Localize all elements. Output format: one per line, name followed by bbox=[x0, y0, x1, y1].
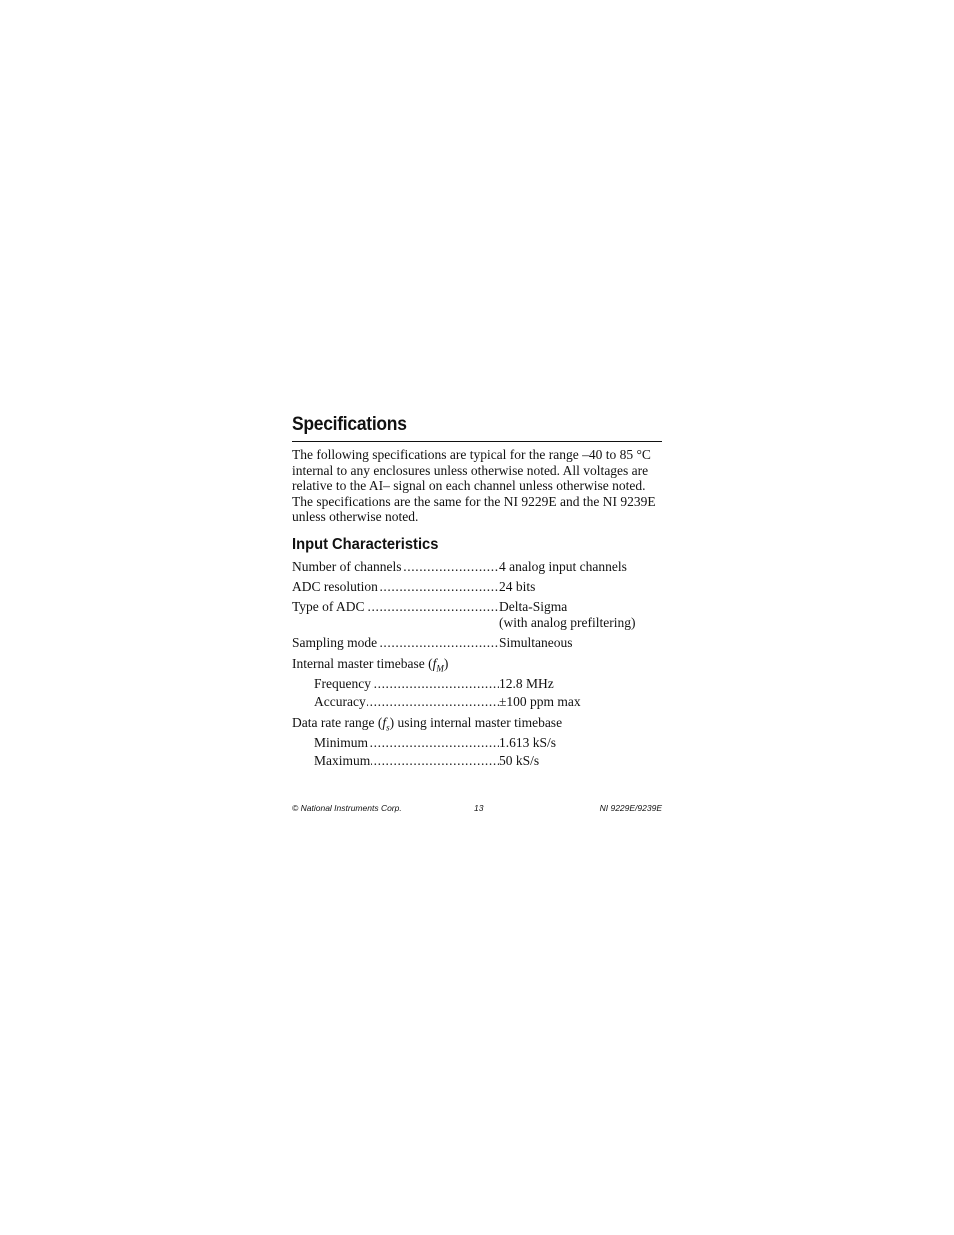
spec-value: 24 bits bbox=[499, 579, 536, 594]
timebase-heading: Internal master timebase $(f_M)$ bbox=[292, 656, 449, 674]
page-number: 13 bbox=[474, 803, 484, 813]
page-footer bbox=[292, 803, 662, 817]
footer-document-name: NI 9229E/9239E bbox=[599, 803, 662, 813]
spec-label: Maximum bbox=[314, 753, 371, 768]
spec-label: Sampling mode bbox=[292, 635, 378, 650]
spec-value: 4 analog input channels bbox=[499, 559, 627, 574]
spec-label: ADC resolution bbox=[292, 579, 378, 594]
spec-label: Type of ADC bbox=[292, 599, 365, 614]
title-rule bbox=[292, 441, 662, 442]
spec-value: Simultaneous bbox=[499, 635, 573, 650]
spec-value-continued: (with analog prefiltering) bbox=[499, 615, 636, 630]
footer-copyright: © National Instruments Corp. bbox=[292, 803, 402, 813]
spec-value: 1.613 kS/s bbox=[499, 735, 557, 750]
spec-label: Frequency bbox=[314, 676, 371, 691]
subsection-heading: Input Characteristics bbox=[292, 536, 439, 553]
data-rate-heading: Data rate range $(f_s)$ using internal master timebase bbox=[292, 715, 563, 733]
intro-paragraph: The following specifications are typical for the range –40 to 85 °C internal to any enclosures unless otherwise noted. All voltages are relative to the AI– signal on each channel unless otherwise noted. The specifications are the same for the NI 9229E and the NI 9239E unless otherwise noted. bbox=[292, 447, 656, 525]
spec-label: Minimum bbox=[314, 735, 369, 750]
section-title: Specifications bbox=[292, 414, 407, 435]
spec-value: ±100 ppm max bbox=[499, 694, 581, 709]
spec-label: Number of channels bbox=[292, 559, 402, 574]
spec-value: 12.8 MHz bbox=[499, 676, 554, 691]
spec-label: Accuracy bbox=[314, 694, 366, 709]
spec-value: 50 kS/s bbox=[499, 753, 540, 768]
document-page bbox=[292, 0, 662, 1235]
spec-value: Delta-Sigma bbox=[499, 599, 568, 614]
